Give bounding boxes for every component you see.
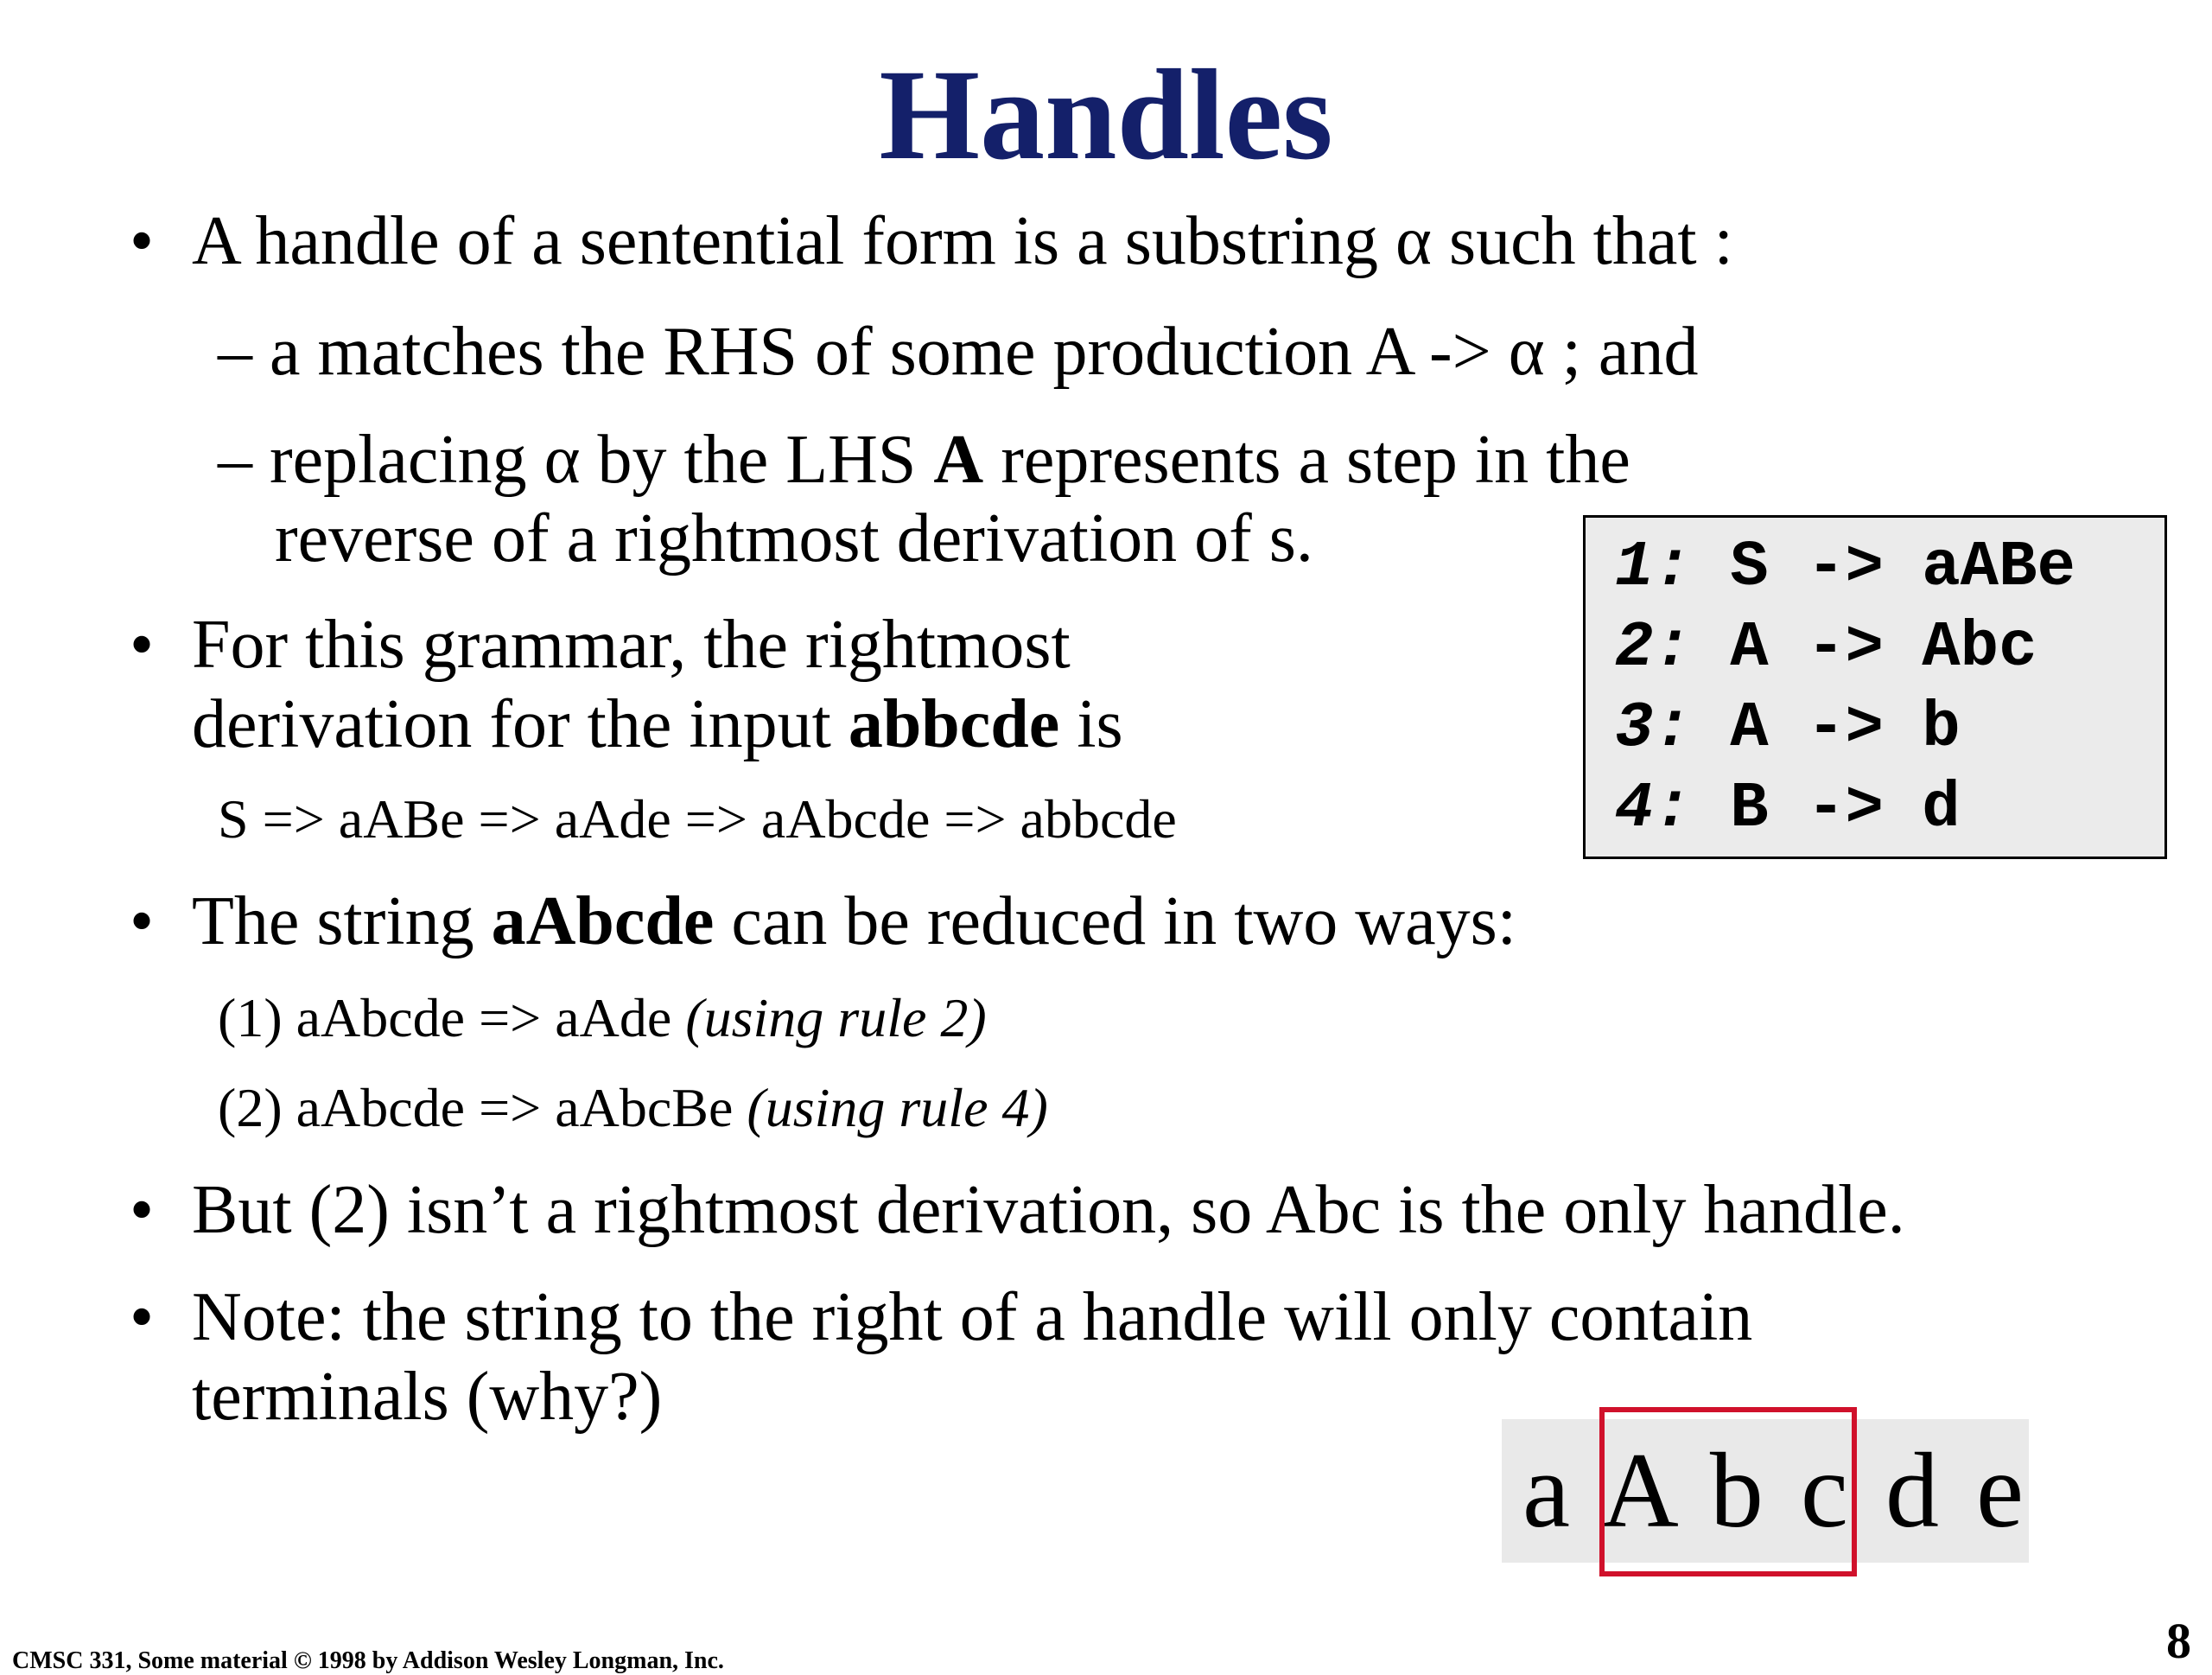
- bullet-marker: •: [130, 1279, 155, 1355]
- bullet-marker: •: [130, 203, 155, 279]
- reduction-way-2: (2) aAbcde => aAbcBe (using rule 4): [218, 1077, 1048, 1138]
- grammar-rule: 4: B -> d: [1615, 773, 1961, 845]
- handle-example-string: a A b c d e: [1522, 1431, 2029, 1550]
- slide-title: Handles: [879, 43, 1333, 187]
- subpoint-replacing-cont: reverse of a rightmost derivation of s.: [275, 500, 1313, 576]
- grammar-rule: 3: A -> b: [1615, 692, 1961, 765]
- bullet-marker: •: [130, 883, 155, 959]
- grammar-rules-box: [1583, 515, 2167, 859]
- bullet-handle-definition: A handle of a sentential form is a substring α such that :: [192, 203, 1733, 279]
- bullet-grammar-line2: derivation for the input abbcde is: [192, 686, 1123, 762]
- grammar-rule: 2: A -> Abc: [1615, 612, 2037, 685]
- page-number: 8: [2166, 1613, 2191, 1669]
- reduction-way-1: (1) aAbcde => aAde (using rule 2): [218, 987, 987, 1048]
- footer-copyright: CMSC 331, Some material © 1998 by Addison Wesley Longman, Inc.: [12, 1647, 724, 1674]
- bullet-marker: •: [130, 607, 155, 683]
- subpoint-matches-rhs: – a matches the RHS of some production A -> α ; and: [218, 314, 1699, 390]
- bullet-marker: •: [130, 1172, 155, 1248]
- handle-highlight-frame: [1599, 1407, 1857, 1576]
- bullet-note-line1: Note: the string to the right of a handle will only contain: [192, 1279, 1753, 1355]
- rightmost-derivation: S => aABe => aAde => aAbcde => abbcde: [218, 788, 1177, 850]
- grammar-rule: 1: S -> aABe: [1615, 532, 2075, 604]
- bullet-only-handle: But (2) isn’t a rightmost derivation, so Abc is the only handle.: [192, 1172, 1905, 1248]
- bullet-reduce-two-ways: The string aAbcde can be reduced in two ways:: [192, 883, 1516, 959]
- subpoint-replacing: – replacing α by the LHS A represents a step in the: [218, 422, 1630, 498]
- bullet-grammar-line1: For this grammar, the rightmost: [192, 607, 1071, 683]
- bullet-note-line2: terminals (why?): [192, 1359, 663, 1435]
